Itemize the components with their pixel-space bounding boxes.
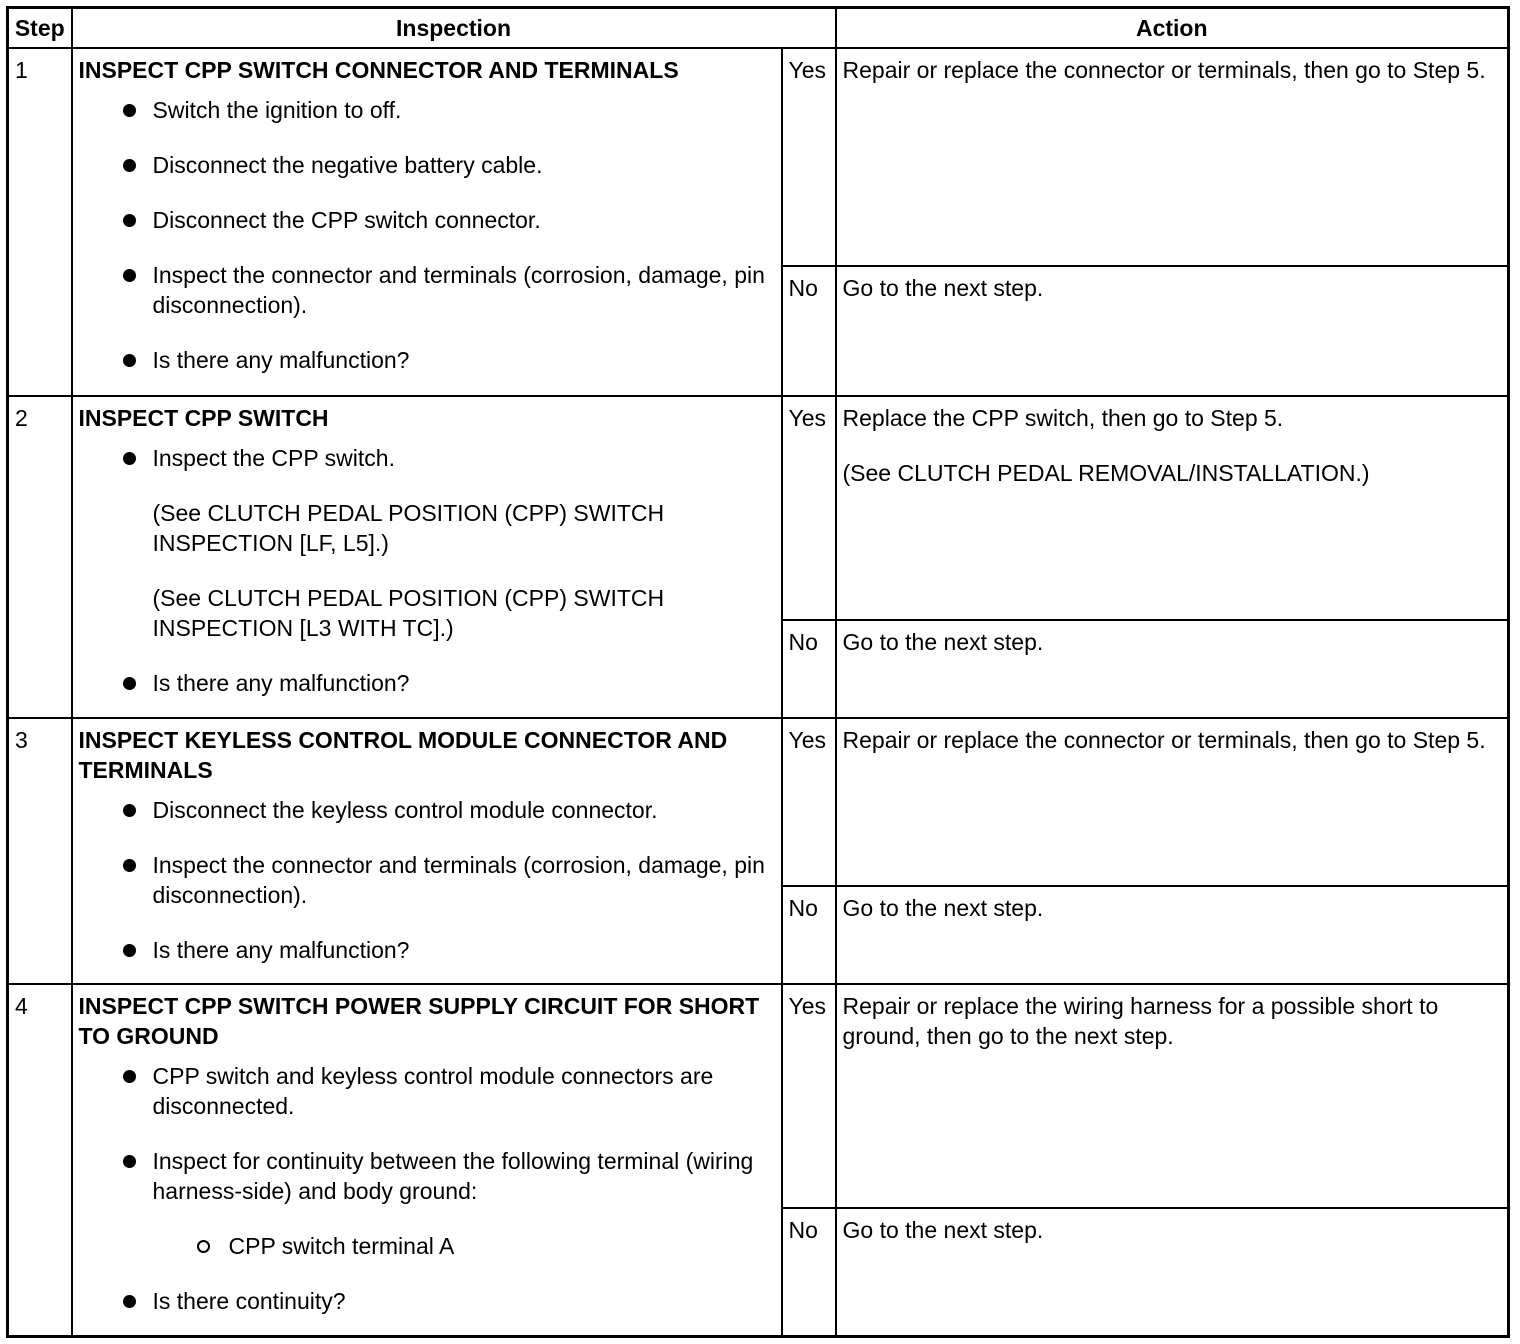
step-title: INSPECT CPP SWITCH POWER SUPPLY CIRCUIT FOR SHORT TO GROUND [78,993,760,1049]
inspection-cell [72,984,782,1336]
header-inspection: Inspection [72,8,836,49]
bullet-item: CPP switch and keyless control module connectors are disconnected. [79,1061,775,1121]
no-label: No [782,886,836,984]
bullet-list [79,443,775,698]
step-number: 2 [8,396,72,718]
no-action: Go to the next step. [836,1208,1509,1336]
sub-list [79,1231,775,1261]
bullet-item: Is there any malfunction? [79,345,775,375]
step-title: INSPECT CPP SWITCH CONNECTOR AND TERMINALS [78,57,679,83]
yes-action: Replace the CPP switch, then go to Step 5. [842,405,1284,431]
bullet-list [79,1061,775,1316]
step-row [8,48,1509,266]
reference-note: (See CLUTCH PEDAL POSITION (CPP) SWITCH INSPECTION [L3 WITH TC].) [152,585,665,641]
bullet-item: Disconnect the CPP switch connector. [79,205,775,235]
bullet-item: Disconnect the negative battery cable. [79,150,775,180]
step-title: INSPECT KEYLESS CONTROL MODULE CONNECTOR AND TERMINALS [78,727,728,783]
step-row [8,396,1509,620]
bullet-item: Inspect the connector and terminals (corrosion, damage, pin disconnection). [79,260,775,320]
no-action: Go to the next step. [836,886,1509,984]
yes-label: Yes [782,984,836,1208]
step-row [8,718,1509,886]
no-label: No [782,620,836,718]
step-number: 4 [8,984,72,1336]
yes-action: Repair or replace the wiring harness for a possible short to ground, then go to the next step. [836,984,1509,1208]
bullet-item: Switch the ignition to off. [79,95,775,125]
header-row [8,8,1509,49]
bullet-item: Inspect the CPP switch. [79,443,775,473]
bullet-item [79,1146,775,1261]
diagnostic-table [6,6,1510,1338]
yes-action: Repair or replace the connector or terminals, then go to Step 5. [836,48,1509,266]
bullet-item: Is there continuity? [79,1286,775,1316]
yes-label: Yes [782,396,836,620]
bullet-item: Is there any malfunction? [79,935,775,965]
yes-reference: (See CLUTCH PEDAL REMOVAL/INSTALLATION.) [842,460,1370,486]
yes-action-cell [836,396,1509,620]
bullet-list [79,95,775,375]
inspection-cell [72,718,782,984]
bullet-list [79,795,775,965]
header-action: Action [836,8,1509,49]
yes-action: Repair or replace the connector or terminals, then go to Step 5. [836,718,1509,886]
bullet-item: Is there any malfunction? [79,668,775,698]
step-row [8,984,1509,1208]
step-title: INSPECT CPP SWITCH [78,405,329,431]
step-number: 3 [8,718,72,984]
reference-note: (See CLUTCH PEDAL POSITION (CPP) SWITCH INSPECTION [LF, L5].) [152,500,665,556]
no-label: No [782,266,836,396]
no-action: Go to the next step. [836,266,1509,396]
sub-bullet-item: CPP switch terminal A [79,1231,775,1261]
step-number: 1 [8,48,72,396]
yes-label: Yes [782,718,836,886]
yes-label: Yes [782,48,836,266]
bullet-item: Inspect the connector and terminals (corrosion, damage, pin disconnection). [79,850,775,910]
bullet-item: Disconnect the keyless control module connector. [79,795,775,825]
no-action: Go to the next step. [836,620,1509,718]
header-step: Step [8,8,72,49]
no-label: No [782,1208,836,1336]
inspection-cell [72,396,782,718]
bullet-text: Inspect for continuity between the following terminal (wiring harness-side) and body ground: [152,1148,754,1204]
inspection-cell [72,48,782,396]
